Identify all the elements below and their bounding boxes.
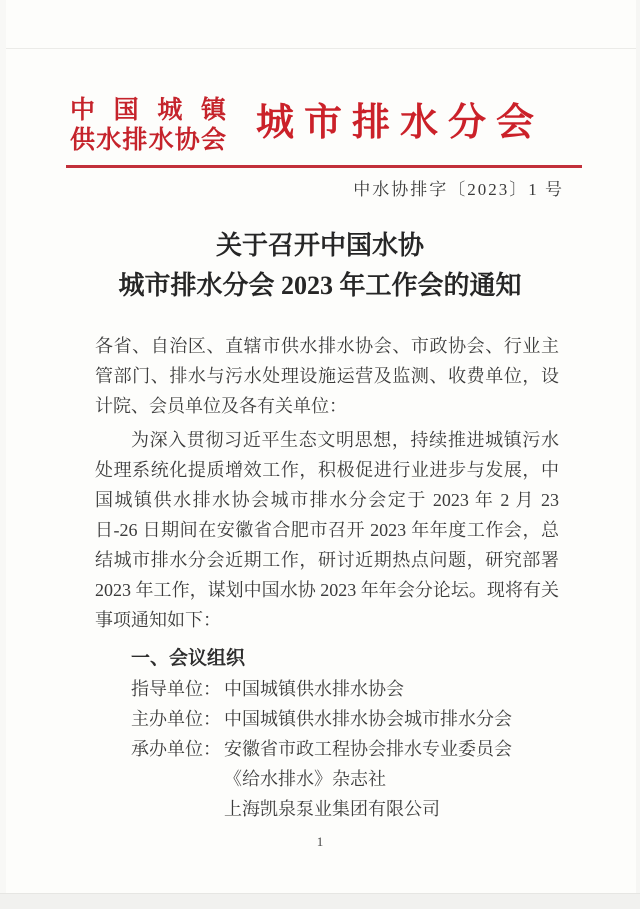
organizer-row-undertaker <box>131 734 559 764</box>
letterhead-red-rule <box>66 165 582 168</box>
intro-paragraph: 为深入贯彻习近平生态文明思想，持续推进城镇污水处理系统化提质增效工作，积极促进行业进步与发展，中国城镇供水排水协会城市排水分会定于 2023 年 2 月 23 日-26 日期间在安徽省合肥市召开 2023 年年度工作会，总结城市排水分会近期工作，研讨近期热点问题，研究部署 2023 年工作，谋划中国水协 2023 年年会分论坛。现将有关事项通知如下： <box>95 430 559 630</box>
section-heading-meeting-organization: 一、会议组织 <box>131 648 246 669</box>
letterhead-parent-org <box>70 96 226 156</box>
scan-artifact-line <box>0 48 640 49</box>
document-title <box>0 226 640 306</box>
scan-edge-bottom <box>0 893 640 909</box>
document-title-line1: 关于召开中国水协 <box>215 231 424 260</box>
scan-edge-left <box>0 0 6 909</box>
organizer-value: 中国城镇供水排水协会城市排水分会 <box>224 709 512 729</box>
organizer-row-company <box>131 794 559 824</box>
organizer-value: 中国城镇供水排水协会 <box>224 679 404 699</box>
document-body <box>95 331 559 824</box>
organizer-value: 安徽省市政工程协会排水专业委员会 <box>224 739 512 759</box>
letterhead-org-line1: 中国城镇 <box>70 97 226 124</box>
document-title-line2: 城市排水分会 2023 年工作会的通知 <box>118 271 522 300</box>
organizer-label: 承办单位： <box>131 739 221 759</box>
letterhead-branch-name: 城市排水分会 <box>256 102 545 144</box>
organizer-value: 《给水排水》杂志社 <box>224 769 386 789</box>
scan-edge-right <box>636 0 640 909</box>
organizer-label: 指导单位： <box>131 679 221 699</box>
organizer-row-magazine <box>131 764 559 794</box>
letterhead-org-line2: 供水排水协会 <box>70 127 226 154</box>
page-number: 1 <box>316 834 324 849</box>
organizer-label: 主办单位： <box>131 709 221 729</box>
organizer-value: 上海凯泉泵业集团有限公司 <box>224 799 440 819</box>
organizer-row-host <box>131 704 559 734</box>
recipients-line: 各省、自治区、直辖市供水排水协会、市政协会、行业主管部门、排水与污水处理设施运营及监测、收费单位，设计院、会员单位及各有关单位： <box>95 336 559 416</box>
document-number: 中水协排字〔2023〕1 号 <box>353 180 564 199</box>
organizer-row-guidance <box>131 674 559 704</box>
organizer-list <box>95 674 559 824</box>
